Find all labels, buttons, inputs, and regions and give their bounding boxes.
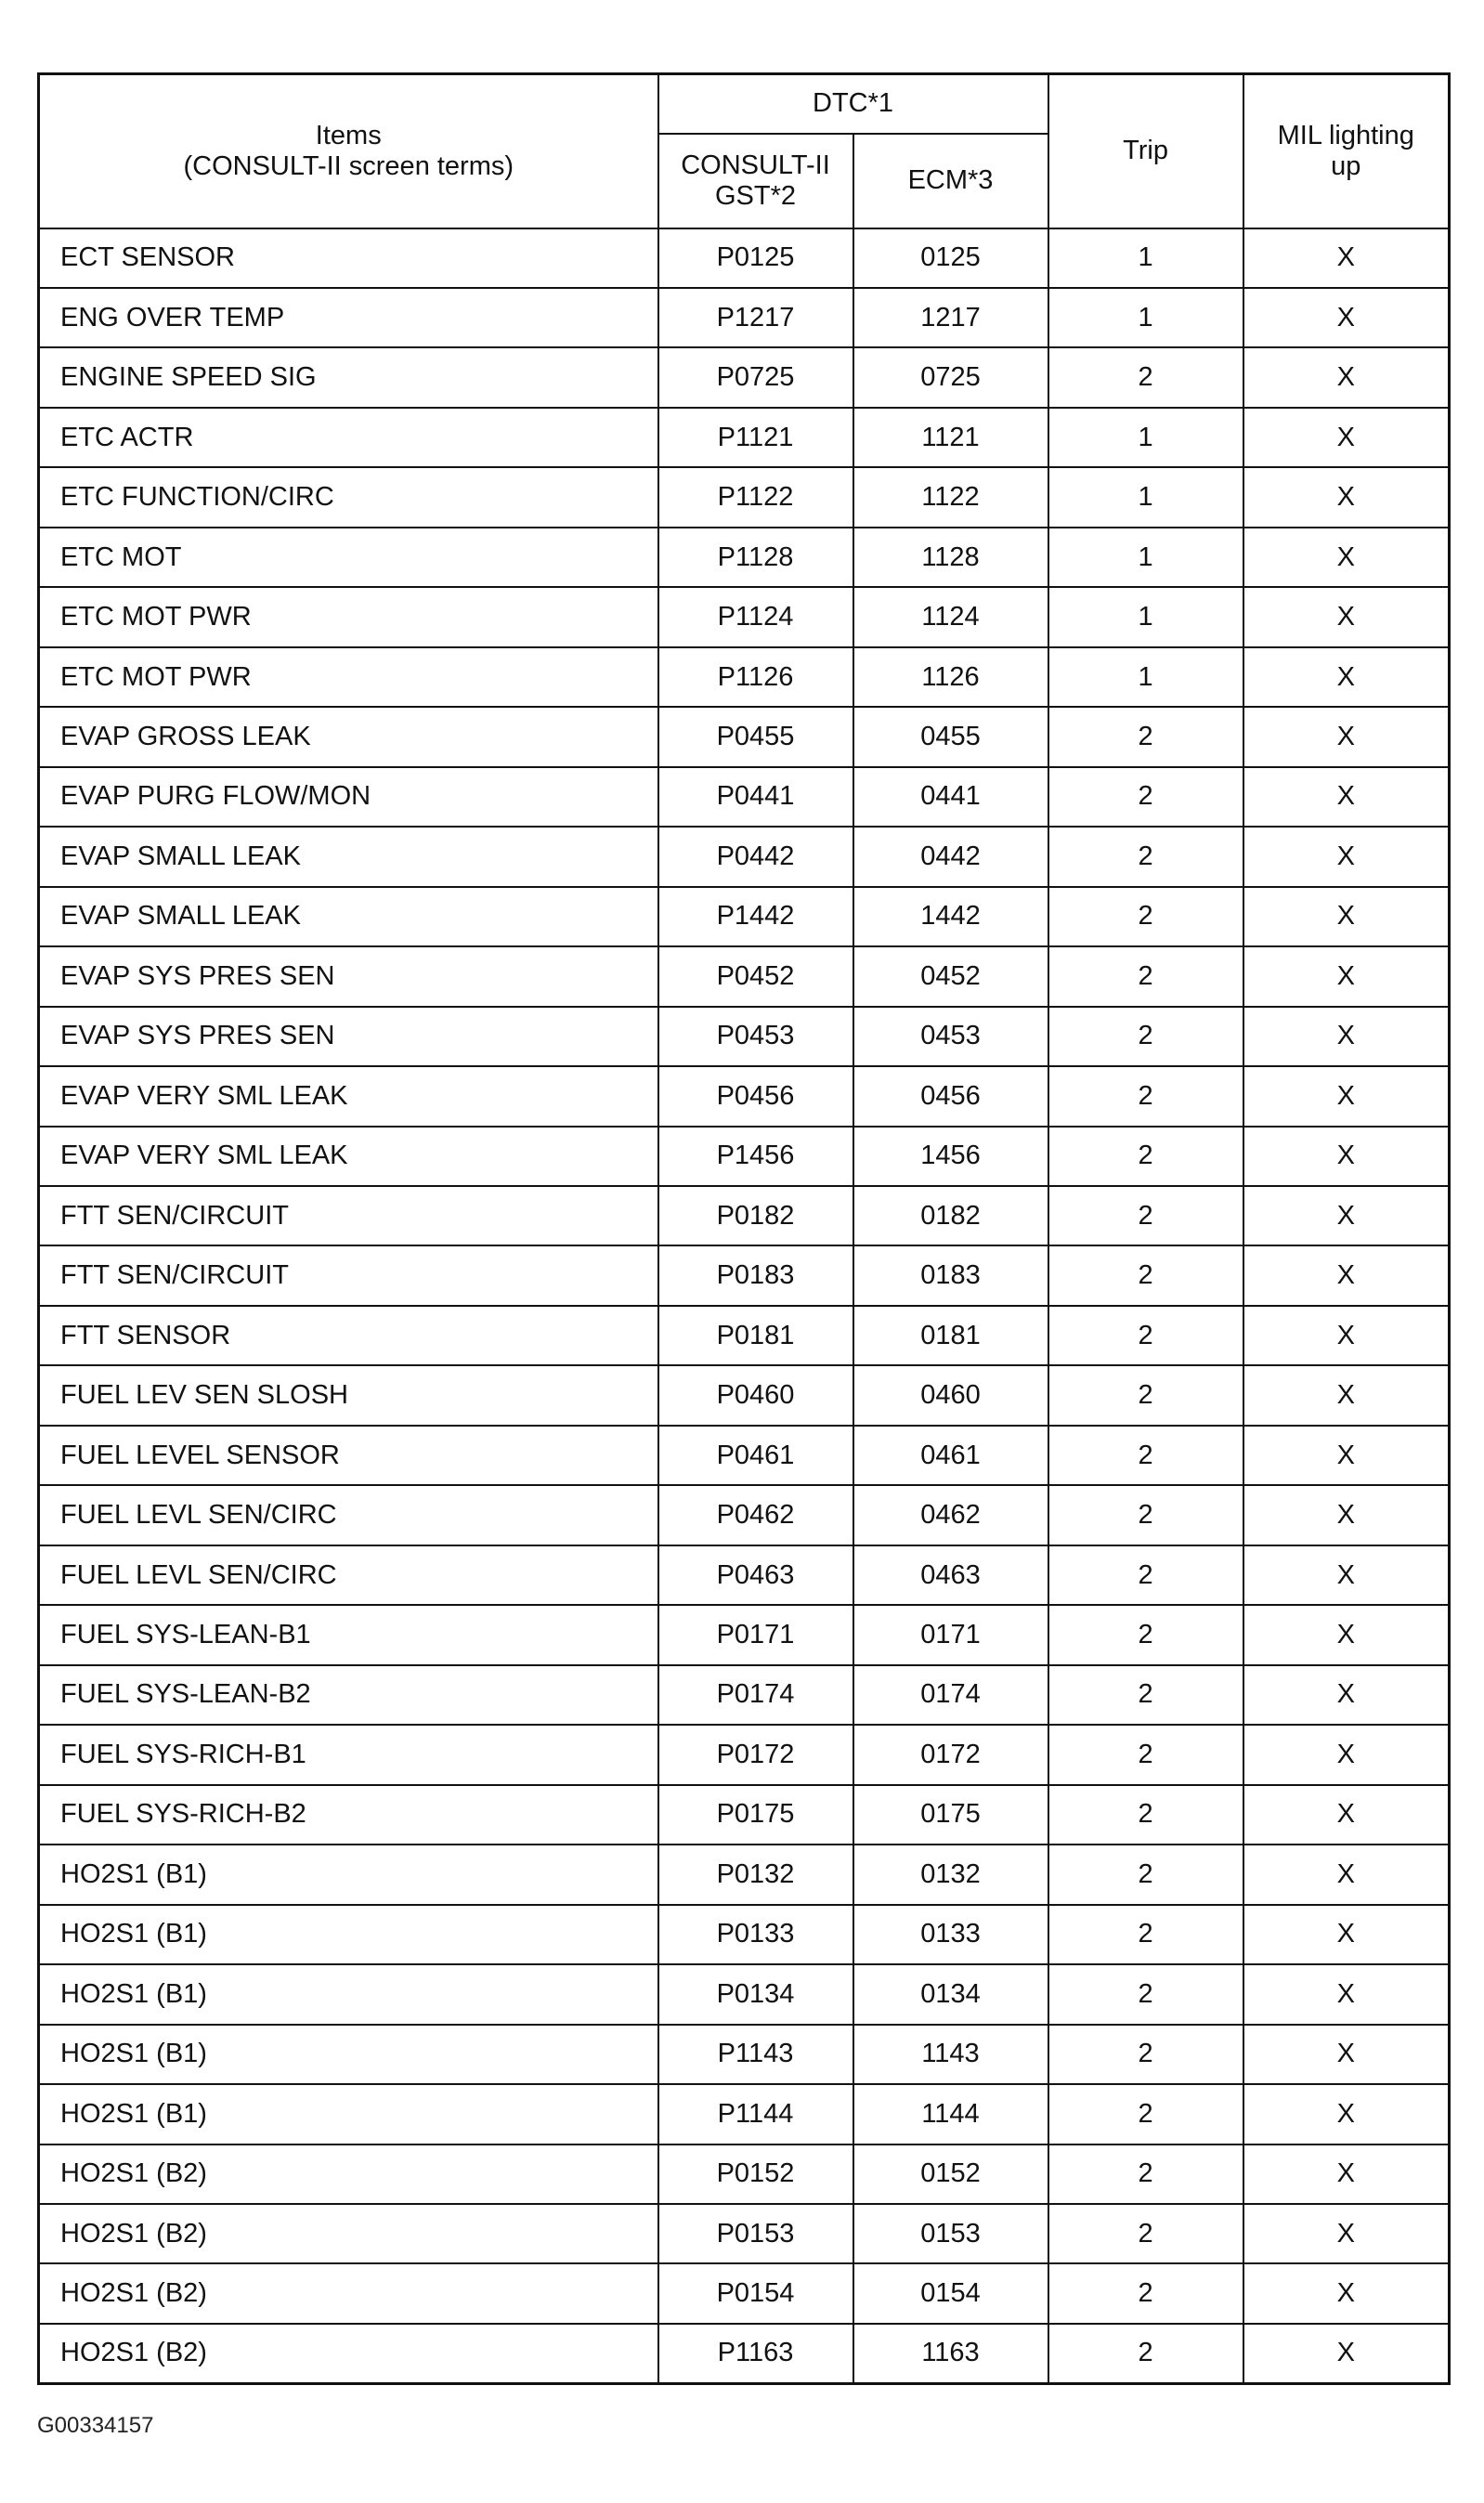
item-cell: EVAP PURG FLOW/MON — [39, 767, 658, 827]
consult-code-cell: P0452 — [658, 946, 853, 1006]
ecm-code-cell: 0456 — [853, 1066, 1048, 1126]
ecm-code-cell: 1128 — [853, 528, 1048, 587]
consult-code-cell: P0456 — [658, 1066, 853, 1126]
mil-cell: X — [1243, 1845, 1450, 1904]
consult-code-cell: P0125 — [658, 228, 853, 288]
mil-cell: X — [1243, 2144, 1450, 2204]
trip-cell: 2 — [1048, 767, 1243, 827]
trip-cell: 2 — [1048, 1066, 1243, 1126]
item-cell: EVAP VERY SML LEAK — [39, 1066, 658, 1126]
items-header — [39, 74, 658, 228]
table-row — [39, 2204, 1450, 2263]
mil-header-line1: MIL lighting — [1277, 120, 1414, 150]
table-row — [39, 2025, 1450, 2084]
table-row — [39, 347, 1450, 407]
consult-code-cell: P0463 — [658, 1545, 853, 1605]
ecm-code-cell: 1144 — [853, 2084, 1048, 2144]
table-row — [39, 1245, 1450, 1305]
trip-cell: 2 — [1048, 1365, 1243, 1425]
mil-cell: X — [1243, 1785, 1450, 1845]
mil-header — [1243, 74, 1450, 228]
item-cell: FTT SEN/CIRCUIT — [39, 1186, 658, 1245]
consult-code-cell: P0183 — [658, 1245, 853, 1305]
ecm-code-cell: 1163 — [853, 2324, 1048, 2384]
trip-cell: 1 — [1048, 408, 1243, 467]
consult-code-cell: P0154 — [658, 2263, 853, 2323]
trip-cell: 2 — [1048, 2204, 1243, 2263]
ecm-code-cell: 1217 — [853, 288, 1048, 347]
ecm-code-cell: 0133 — [853, 1905, 1048, 1964]
ecm-code-cell: 0182 — [853, 1186, 1048, 1245]
dtc-table — [37, 72, 1451, 2385]
mil-cell: X — [1243, 2324, 1450, 2384]
ecm-code-cell: 0181 — [853, 1306, 1048, 1365]
table-row — [39, 827, 1450, 886]
trip-cell: 2 — [1048, 1905, 1243, 1964]
ecm-code-cell: 0442 — [853, 827, 1048, 886]
mil-cell: X — [1243, 228, 1450, 288]
ecm-code-cell: 0175 — [853, 1785, 1048, 1845]
item-cell: HO2S1 (B2) — [39, 2204, 658, 2263]
table-row — [39, 1545, 1450, 1605]
mil-cell: X — [1243, 946, 1450, 1006]
item-cell: FUEL LEV SEN SLOSH — [39, 1365, 658, 1425]
table-row — [39, 767, 1450, 827]
consult-code-cell: P1143 — [658, 2025, 853, 2084]
item-cell: FUEL LEVL SEN/CIRC — [39, 1545, 658, 1605]
ecm-code-cell: 0461 — [853, 1426, 1048, 1485]
ecm-code-cell: 0455 — [853, 707, 1048, 766]
consult-code-cell: P0442 — [658, 827, 853, 886]
consult-code-cell: P0460 — [658, 1365, 853, 1425]
trip-cell: 1 — [1048, 288, 1243, 347]
ecm-code-cell: 0452 — [853, 946, 1048, 1006]
item-cell: ETC FUNCTION/CIRC — [39, 467, 658, 527]
item-cell: HO2S1 (B1) — [39, 1964, 658, 2024]
trip-cell: 2 — [1048, 1127, 1243, 1186]
table-row — [39, 887, 1450, 946]
trip-cell: 2 — [1048, 1007, 1243, 1066]
table-row — [39, 288, 1450, 347]
mil-cell: X — [1243, 1545, 1450, 1605]
table-row — [39, 408, 1450, 467]
ecm-code-cell: 0172 — [853, 1725, 1048, 1784]
trip-cell: 1 — [1048, 528, 1243, 587]
mil-cell: X — [1243, 587, 1450, 646]
item-cell: HO2S1 (B2) — [39, 2324, 658, 2384]
consult-code-cell: P0133 — [658, 1905, 853, 1964]
item-cell: FUEL SYS-RICH-B2 — [39, 1785, 658, 1845]
trip-cell: 2 — [1048, 347, 1243, 407]
ecm-code-cell: 0153 — [853, 2204, 1048, 2263]
ecm-code-cell: 0725 — [853, 347, 1048, 407]
mil-cell: X — [1243, 467, 1450, 527]
trip-cell: 1 — [1048, 467, 1243, 527]
item-cell: EVAP SYS PRES SEN — [39, 946, 658, 1006]
consult-code-cell: P0172 — [658, 1725, 853, 1784]
table-row — [39, 1365, 1450, 1425]
item-cell: HO2S1 (B2) — [39, 2144, 658, 2204]
mil-cell: X — [1243, 1007, 1450, 1066]
trip-cell: 2 — [1048, 2084, 1243, 2144]
table-row — [39, 2084, 1450, 2144]
table-row — [39, 1605, 1450, 1664]
consult-code-cell: P0153 — [658, 2204, 853, 2263]
ecm-code-cell: 0460 — [853, 1365, 1048, 1425]
mil-cell: X — [1243, 2263, 1450, 2323]
trip-cell: 2 — [1048, 1964, 1243, 2024]
consult-code-cell: P1442 — [658, 887, 853, 946]
consult-header-line2: GST*2 — [714, 180, 797, 211]
ecm-code-cell: 1143 — [853, 2025, 1048, 2084]
table-row — [39, 1485, 1450, 1545]
consult-code-cell: P0441 — [658, 767, 853, 827]
table-row — [39, 1785, 1450, 1845]
ecm-code-cell: 0174 — [853, 1665, 1048, 1725]
trip-cell: 2 — [1048, 1245, 1243, 1305]
item-cell: EVAP SYS PRES SEN — [39, 1007, 658, 1066]
trip-cell: 2 — [1048, 1785, 1243, 1845]
table-body — [39, 228, 1450, 2384]
mil-cell: X — [1243, 528, 1450, 587]
ecm-code-cell: 1456 — [853, 1127, 1048, 1186]
consult-code-cell: P0132 — [658, 1845, 853, 1904]
consult-code-cell: P0174 — [658, 1665, 853, 1725]
item-cell: EVAP SMALL LEAK — [39, 827, 658, 886]
item-cell: FUEL LEVL SEN/CIRC — [39, 1485, 658, 1545]
item-cell: EVAP GROSS LEAK — [39, 707, 658, 766]
table-row — [39, 1426, 1450, 1485]
item-cell: FUEL SYS-LEAN-B1 — [39, 1605, 658, 1664]
consult-code-cell: P1217 — [658, 288, 853, 347]
consult-code-cell: P0152 — [658, 2144, 853, 2204]
table-row — [39, 946, 1450, 1006]
consult-code-cell: P1126 — [658, 647, 853, 707]
ecm-code-cell: 0171 — [853, 1605, 1048, 1664]
table-header — [39, 74, 1450, 228]
ecm-code-cell: 0125 — [853, 228, 1048, 288]
mil-cell: X — [1243, 1725, 1450, 1784]
mil-cell: X — [1243, 767, 1450, 827]
mil-cell: X — [1243, 2204, 1450, 2263]
table-row — [39, 2324, 1450, 2384]
ecm-code-cell: 1126 — [853, 647, 1048, 707]
mil-cell: X — [1243, 1066, 1450, 1126]
trip-header: Trip — [1048, 74, 1243, 228]
item-cell: ETC MOT PWR — [39, 587, 658, 646]
item-cell: ETC ACTR — [39, 408, 658, 467]
ecm-code-cell: 1442 — [853, 887, 1048, 946]
mil-cell: X — [1243, 1426, 1450, 1485]
mil-cell: X — [1243, 1485, 1450, 1545]
item-cell: HO2S1 (B1) — [39, 2084, 658, 2144]
item-cell: HO2S1 (B1) — [39, 2025, 658, 2084]
mil-cell: X — [1243, 2084, 1450, 2144]
trip-cell: 2 — [1048, 1725, 1243, 1784]
mil-cell: X — [1243, 707, 1450, 766]
ecm-code-cell: 0154 — [853, 2263, 1048, 2323]
trip-cell: 2 — [1048, 1845, 1243, 1904]
mil-cell: X — [1243, 827, 1450, 886]
trip-cell: 2 — [1048, 1426, 1243, 1485]
trip-cell: 2 — [1048, 2324, 1243, 2384]
dtc-header: DTC*1 — [658, 74, 1048, 134]
trip-cell: 2 — [1048, 1485, 1243, 1545]
ecm-code-cell: 0152 — [853, 2144, 1048, 2204]
mil-cell: X — [1243, 1905, 1450, 1964]
trip-cell: 2 — [1048, 1605, 1243, 1664]
ecm-code-cell: 0462 — [853, 1485, 1048, 1545]
consult-code-cell: P0181 — [658, 1306, 853, 1365]
mil-cell: X — [1243, 1245, 1450, 1305]
figure-id: G00334157 — [37, 2413, 154, 2438]
ecm-code-cell: 0134 — [853, 1964, 1048, 2024]
table-row — [39, 228, 1450, 288]
consult-code-cell: P1124 — [658, 587, 853, 646]
table-row — [39, 1905, 1450, 1964]
consult-gst-header — [658, 134, 853, 228]
table-row — [39, 1127, 1450, 1186]
consult-code-cell: P0462 — [658, 1485, 853, 1545]
trip-cell: 2 — [1048, 2263, 1243, 2323]
trip-cell: 1 — [1048, 587, 1243, 646]
mil-cell: X — [1243, 1365, 1450, 1425]
table-row — [39, 1066, 1450, 1126]
consult-code-cell: P1122 — [658, 467, 853, 527]
table-row — [39, 647, 1450, 707]
consult-code-cell: P0461 — [658, 1426, 853, 1485]
trip-cell: 2 — [1048, 2144, 1243, 2204]
item-cell: FUEL SYS-LEAN-B2 — [39, 1665, 658, 1725]
table-row — [39, 707, 1450, 766]
trip-cell: 2 — [1048, 1306, 1243, 1365]
trip-cell: 2 — [1048, 1545, 1243, 1605]
items-header-line1: Items — [315, 120, 382, 150]
ecm-code-cell: 1121 — [853, 408, 1048, 467]
ecm-code-cell: 0453 — [853, 1007, 1048, 1066]
table-row — [39, 1007, 1450, 1066]
consult-code-cell: P0455 — [658, 707, 853, 766]
mil-header-line2: up — [1331, 150, 1361, 181]
ecm-code-cell: 0441 — [853, 767, 1048, 827]
trip-cell: 2 — [1048, 827, 1243, 886]
consult-code-cell: P0725 — [658, 347, 853, 407]
mil-cell: X — [1243, 1127, 1450, 1186]
table-row — [39, 1964, 1450, 2024]
table-row — [39, 2144, 1450, 2204]
ecm-code-cell: 0132 — [853, 1845, 1048, 1904]
mil-cell: X — [1243, 2025, 1450, 2084]
mil-cell: X — [1243, 288, 1450, 347]
item-cell: EVAP VERY SML LEAK — [39, 1127, 658, 1186]
consult-code-cell: P1128 — [658, 528, 853, 587]
items-header-line2: (CONSULT-II screen terms) — [183, 150, 514, 181]
consult-code-cell: P1144 — [658, 2084, 853, 2144]
item-cell: EVAP SMALL LEAK — [39, 887, 658, 946]
item-cell: FTT SEN/CIRCUIT — [39, 1245, 658, 1305]
consult-code-cell: P0134 — [658, 1964, 853, 2024]
table-row — [39, 1845, 1450, 1904]
table-row — [39, 467, 1450, 527]
mil-cell: X — [1243, 408, 1450, 467]
mil-cell: X — [1243, 347, 1450, 407]
item-cell: ENGINE SPEED SIG — [39, 347, 658, 407]
ecm-header: ECM*3 — [853, 134, 1048, 228]
consult-code-cell: P0175 — [658, 1785, 853, 1845]
mil-cell: X — [1243, 1605, 1450, 1664]
trip-cell: 2 — [1048, 946, 1243, 1006]
table-row — [39, 1306, 1450, 1365]
consult-code-cell: P0453 — [658, 1007, 853, 1066]
mil-cell: X — [1243, 1186, 1450, 1245]
consult-code-cell: P1456 — [658, 1127, 853, 1186]
trip-cell: 2 — [1048, 887, 1243, 946]
item-cell: ETC MOT PWR — [39, 647, 658, 707]
item-cell: HO2S1 (B1) — [39, 1845, 658, 1904]
trip-cell: 2 — [1048, 2025, 1243, 2084]
consult-code-cell: P1163 — [658, 2324, 853, 2384]
consult-code-cell: P0182 — [658, 1186, 853, 1245]
item-cell: HO2S1 (B1) — [39, 1905, 658, 1964]
consult-code-cell: P0171 — [658, 1605, 853, 1664]
mil-cell: X — [1243, 1306, 1450, 1365]
item-cell: ECT SENSOR — [39, 228, 658, 288]
item-cell: FUEL SYS-RICH-B1 — [39, 1725, 658, 1784]
trip-cell: 1 — [1048, 647, 1243, 707]
trip-cell: 2 — [1048, 707, 1243, 766]
mil-cell: X — [1243, 1665, 1450, 1725]
item-cell: HO2S1 (B2) — [39, 2263, 658, 2323]
table-row — [39, 1725, 1450, 1784]
trip-cell: 2 — [1048, 1186, 1243, 1245]
table-row — [39, 2263, 1450, 2323]
ecm-code-cell: 1124 — [853, 587, 1048, 646]
table-row — [39, 528, 1450, 587]
item-cell: ETC MOT — [39, 528, 658, 587]
mil-cell: X — [1243, 887, 1450, 946]
table-row — [39, 1186, 1450, 1245]
mil-cell: X — [1243, 647, 1450, 707]
trip-cell: 2 — [1048, 1665, 1243, 1725]
ecm-code-cell: 0463 — [853, 1545, 1048, 1605]
mil-cell: X — [1243, 1964, 1450, 2024]
item-cell: FTT SENSOR — [39, 1306, 658, 1365]
consult-code-cell: P1121 — [658, 408, 853, 467]
item-cell: ENG OVER TEMP — [39, 288, 658, 347]
trip-cell: 1 — [1048, 228, 1243, 288]
consult-header-line1: CONSULT-II — [681, 150, 830, 180]
item-cell: FUEL LEVEL SENSOR — [39, 1426, 658, 1485]
table-row — [39, 1665, 1450, 1725]
ecm-code-cell: 1122 — [853, 467, 1048, 527]
ecm-code-cell: 0183 — [853, 1245, 1048, 1305]
table-row — [39, 587, 1450, 646]
